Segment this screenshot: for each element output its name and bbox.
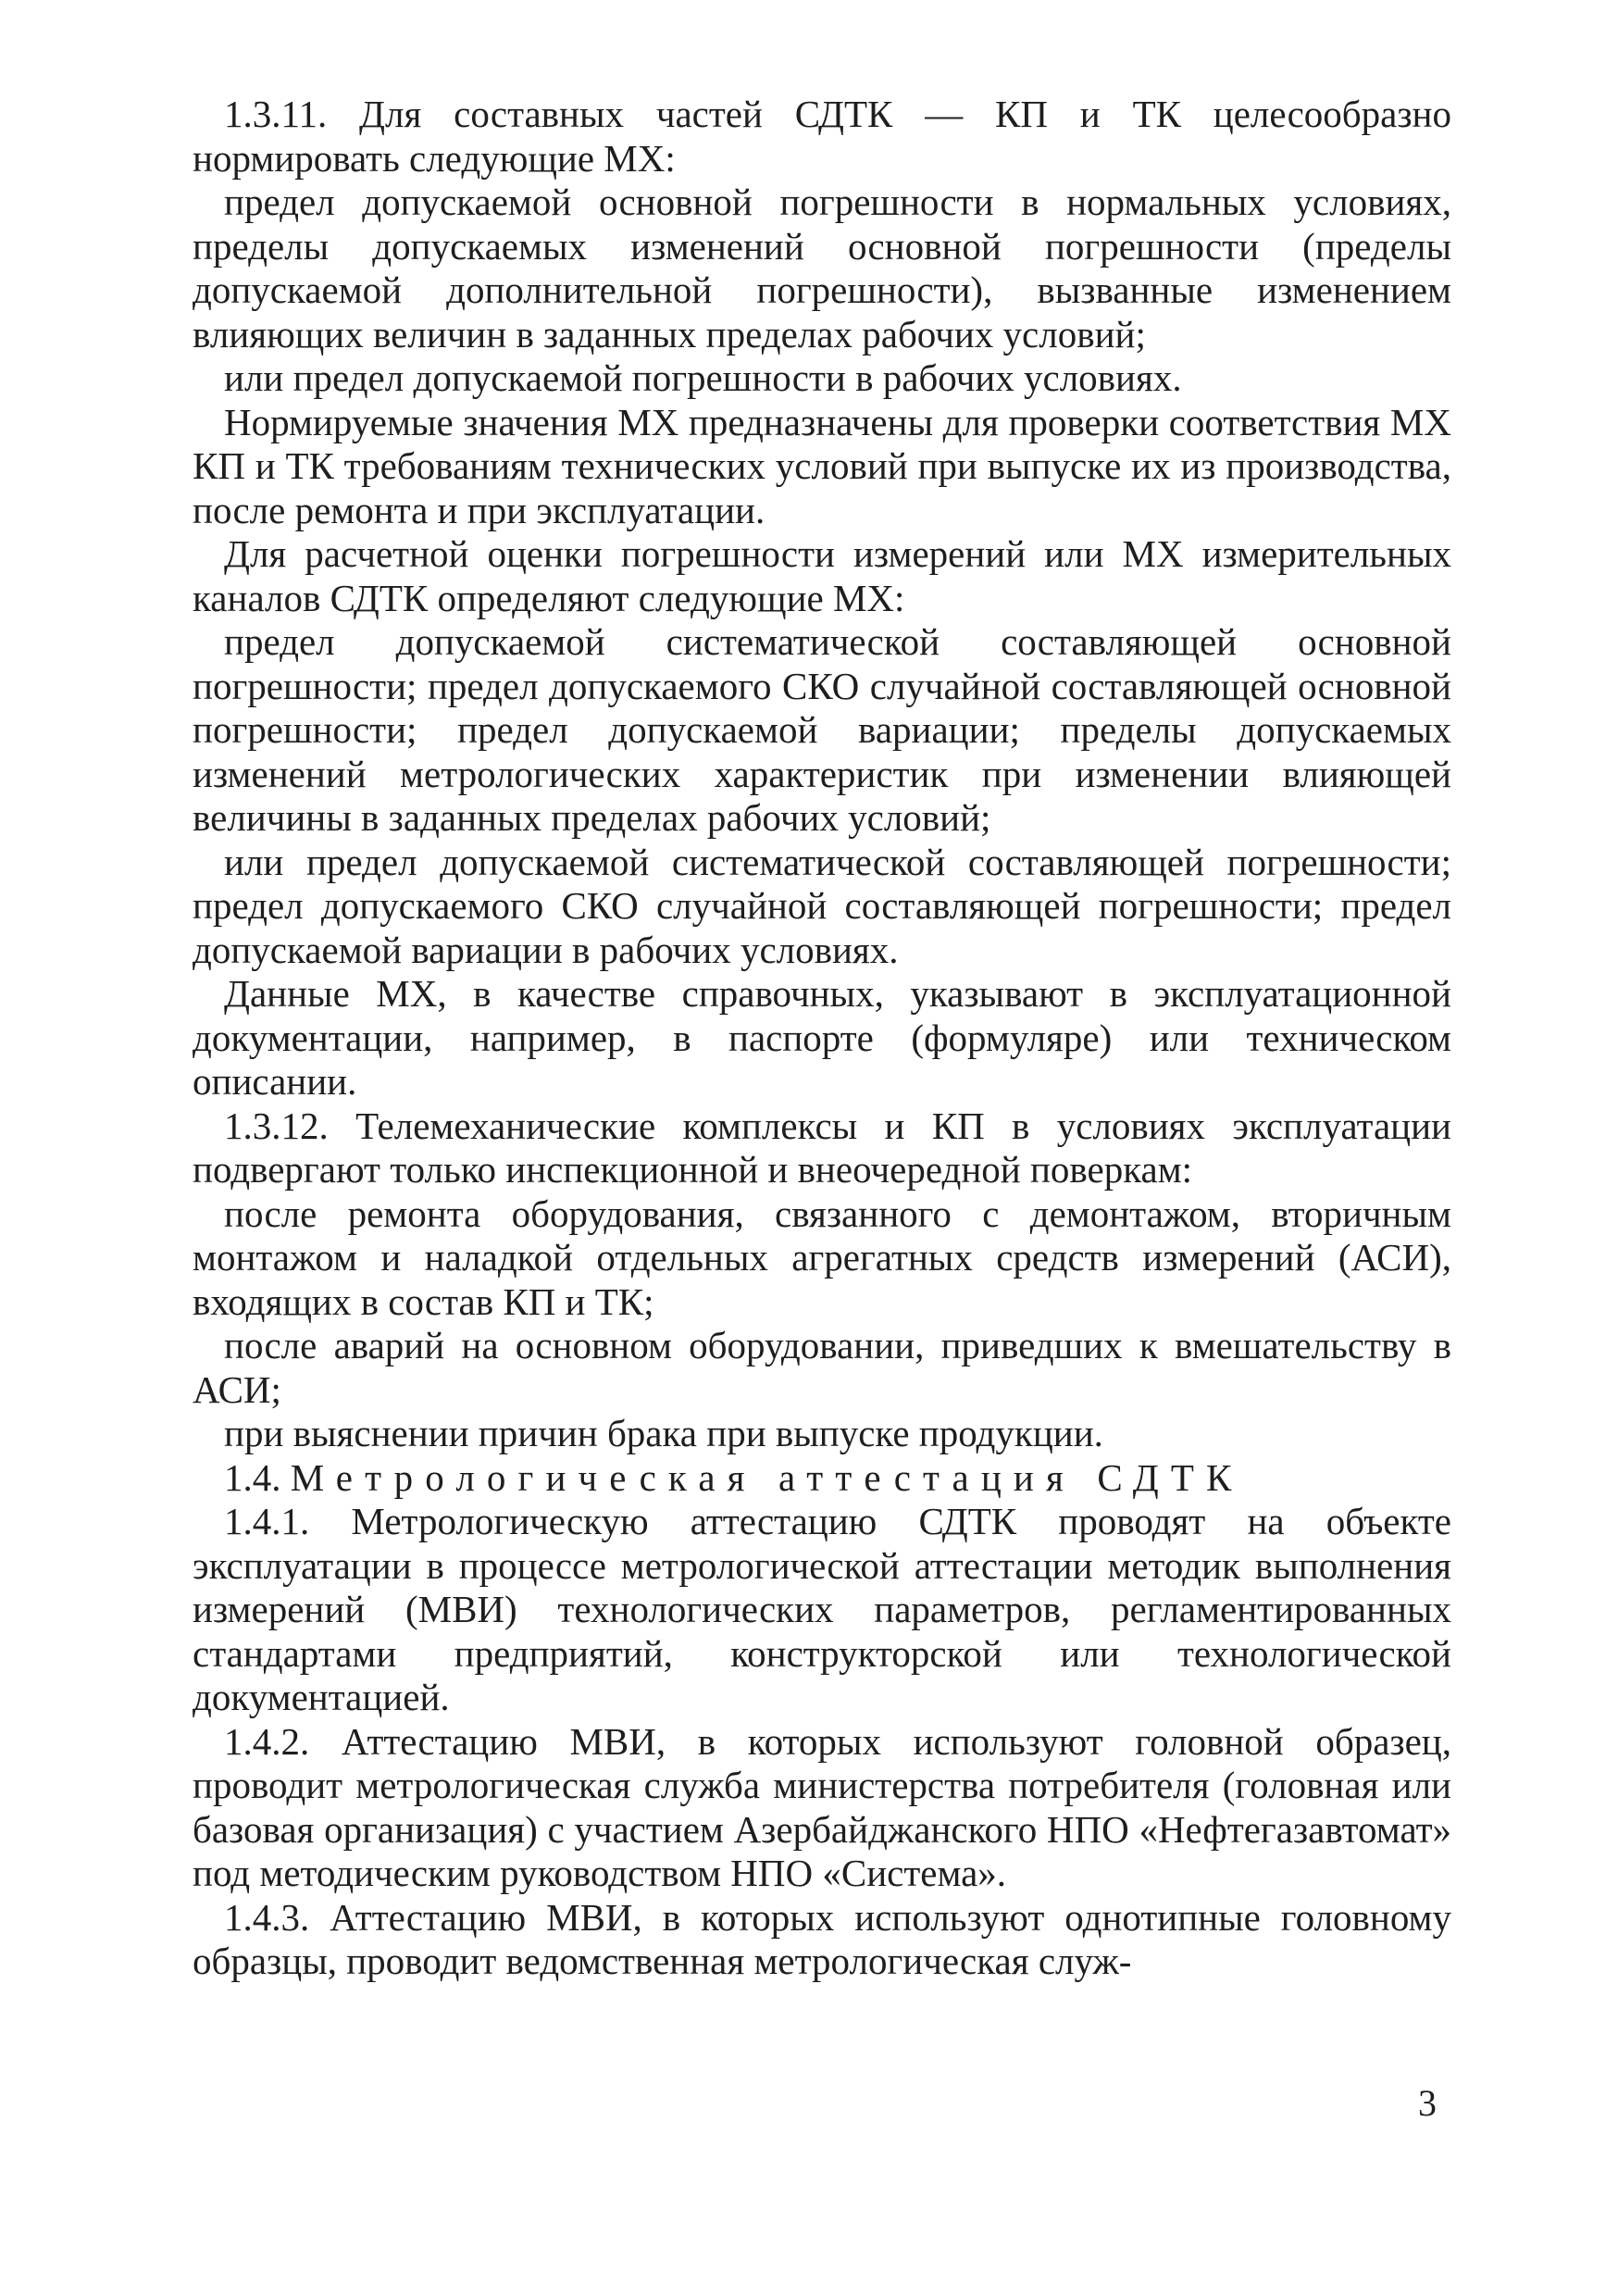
section-number: 1.4.: [224, 1455, 281, 1499]
paragraph-1-4-3: 1.4.3. Аттестацию МВИ, в которых используют однотипные головному образцы, проводит ведомственная метрологическая служ-: [193, 1895, 1451, 1982]
paragraph-reject-causes: при выяснении причин брака при выпуске продукции.: [224, 1412, 1103, 1454]
section-title: Метрологическая аттестация СДТК: [290, 1455, 1244, 1499]
paragraph-1-4-1: 1.4.1. Метрологическую аттестацию СДТК проводят на объекте эксплуатации в процессе метрологической аттестации методик выполнения измерений (МВИ) технологических параметров, регламентированных стандартами предприятий, конструкторской или технологической документацией.: [193, 1500, 1451, 1718]
paragraph-or-limit-working: или предел допускаемой погрешности в рабочих условиях.: [224, 356, 1182, 399]
paragraph-after-accidents: после аварий на основном оборудовании, приведших к вмешательству в АСИ;: [193, 1324, 1451, 1411]
paragraph-1-3-11: 1.3.11. Для составных частей СДТК — КП и ТК целесообразно нормировать следующие МХ:: [193, 93, 1451, 180]
section-heading-1-4: [193, 1456, 1451, 1501]
page-body: [193, 93, 1451, 1984]
page-number: 3: [1418, 2082, 1437, 2124]
paragraph-after-repair: после ремонта оборудования, связанного с демонтажом, вторичным монтажом и наладкой отдельных агрегатных средств измерений (АСИ), входящих в состав КП и ТК;: [193, 1192, 1451, 1323]
paragraph-normalized-values: Нормируемые значения МХ предназначены для проверки соответствия МХ КП и ТК требованиям технических условий при выпуске их из производства, после ремонта и при эксплуатации.: [193, 400, 1451, 531]
paragraph-limit-basic-error: предел допускаемой основной погрешности в нормальных условиях, пределы допускаемых изменений основной погрешности (пределы допускаемой дополнительной погрешности), вызванные изменением влияющих величин в заданных пределах рабочих условий;: [193, 181, 1451, 356]
paragraph-calc-estimate: Для расчетной оценки погрешности измерений или МХ измерительных каналов СДТК определяют следующие МХ:: [193, 532, 1451, 619]
paragraph-or-systematic-limit: или предел допускаемой систематической составляющей погрешности; предел допускаемого СКО случайной составляющей погрешности; предел допускаемой вариации в рабочих условиях.: [193, 840, 1451, 971]
paragraph-1-4-2: 1.4.2. Аттестацию МВИ, в которых используют головной образец, проводит метрологическая служба министерства потребителя (головная или базовая организация) с участием Азербайджанского НПО «Нефтегазавтомат» под методическим руководством НПО «Система».: [193, 1719, 1451, 1894]
paragraph-systematic-limit: предел допускаемой систематической составляющей основной погрешности; предел допускаемого СКО случайной составляющей основной погрешности; предел допускаемой вариации; пределы допускаемых изменений метрологических характеристик при изменении влияющей величины в заданных пределах рабочих условий;: [193, 620, 1451, 839]
paragraph-reference-data: Данные МХ, в качестве справочных, указывают в эксплуатационной документации, например, в паспорте (формуляре) или техническом описании.: [193, 972, 1451, 1103]
paragraph-1-3-12: 1.3.12. Телемеханические комплексы и КП в условиях эксплуатации подвергают только инспекционной и внеочередной поверкам:: [193, 1104, 1451, 1191]
